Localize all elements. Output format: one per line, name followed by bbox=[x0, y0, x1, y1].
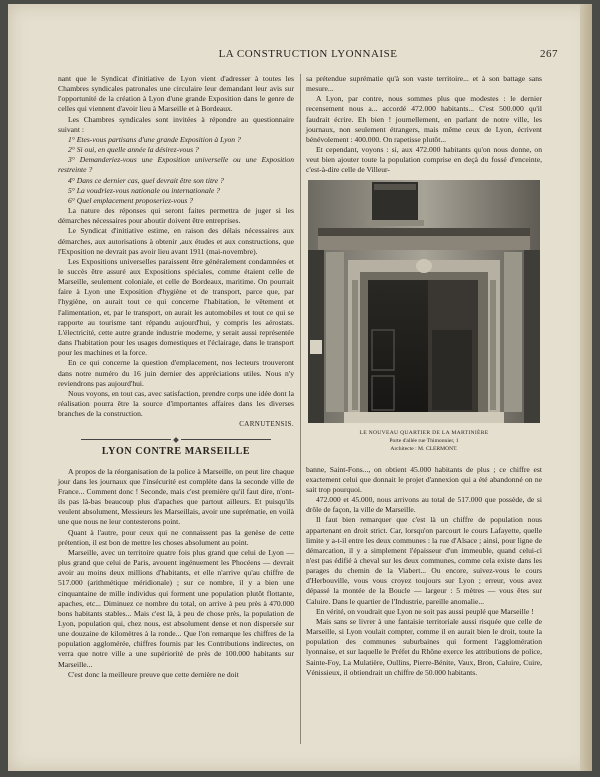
questionnaire-item: 2° Si oui, en quelle année la désirez-vous ? bbox=[68, 145, 199, 155]
section-ornament bbox=[58, 434, 294, 440]
paragraph: Le Syndicat d'initiative estime, en raison des délais nécessaires aux démarches, aux autorisations à obtenir ,aux études et aux constructions, que l'Exposition ne devrait pas avoir lieu avant 1911 (mai-novembre). bbox=[58, 226, 294, 256]
paragraph: Les Expositions universelles paraissent être généralement condamnées et le succès être assuré aux Expositions spéciales, comme étaient celle de Marseille, seulement coloniale, et celle de Bordeaux, maritime. On pourrait faire à Lyon une Exposition d'hygiène et de transport, parce que, par l'hygiène, on aurait tout ce qui concerne l'habitation, le vêtement et l'alimentation, et, par le transport, on aurait les automobiles et tout ce qui se rapporte au tourisme tant répandu aujourd'hui, y compris les aérostats. L'électricité, cette autre grande industrie moderne, y serait aussi représentée dans l'habitation pour les usages domestiques et l'éclairage, dans le transport pour les machines et la force. bbox=[58, 256, 294, 358]
paragraph: En vérité, on voudrait que Lyon ne soit pas aussi peuplé que Marseille ! bbox=[316, 606, 534, 616]
questionnaire-item: 5° La voudriez-vous nationale ou internationale ? bbox=[68, 185, 220, 195]
doorway-illustration bbox=[308, 180, 540, 423]
paragraph: Marseille, avec un territoire quatre fois plus grand que celui de Lyon — plus grand que celui de Paris, avouent ingénuement les Phocéens — devrait avoir au moins deux millions d'habitants, et elle n'arrive qu'au chiffre de 517.000 (arithmétique méridionale) ; sur ce nombre, il y a bien une cinquantaine de mille individus qui forment une population plutôt flottante, apaches, etc... Diminuez ce nombre du total, on arrive à peu près à 470.000 bons habitants stables... Mais c'est là, à peu de chose près, la population de Lyon, population qui, chez nous, est absolument dense et non dispersée sur une douzaine de kilomètres à la ronde... Que l'on remarque les chiffres de la population agglomérée, chiffres fournis par les Contributions indirectes, on verra que notre ville a une supériorité de près de 100.000 habitants sur Marseille... bbox=[58, 547, 294, 669]
paragraph: A Lyon, par contre, nous sommes plus que modestes : le dernier recensement nous a... accordé 472.000 habitants... C'est 500.000 qu'il faudrait écrire. Eh bien ! journellement, en parlant de notre ville, les journaux, non seulement étrangers, mais même ceux de Lyon, écrivent bénévolement : 400.000. On rapetisse plutôt... bbox=[306, 94, 542, 144]
questionnaire-item: 4° Dans ce dernier cas, quel devrait être son titre ? bbox=[68, 175, 224, 185]
magazine-page bbox=[8, 4, 592, 771]
page-number: 267 bbox=[540, 48, 558, 60]
caption-title: LE NOUVEAU QUARTIER DE LA MARTINIÈRE bbox=[359, 429, 489, 436]
questionnaire-item: 1° Etes-vous partisans d'une grande Exposition à Lyon ? bbox=[68, 134, 241, 144]
left-column bbox=[58, 74, 294, 680]
paragraph: Mais sans se livrer à une fantaisie territoriale aussi risquée que celle de Marseille, si Lyon voulait compter, comme il en aurait bien le droit, toute la population des communes suburbaines qui forment l'agglomération lyonnaise, et sur laquelle le Préfet du Rhône exerce les attributions de police, Sainte-Foy, La Mulatière, Oullins, Pierre-Bénite, Vaux, Bron, Caluire, Cuire, Vénissieux, il obtiendrait un chiffre de 50.000 habitants. bbox=[306, 616, 542, 677]
paragraph: sa prétendue suprématie qu'à son vaste territoire... et à son battage sans mesure... bbox=[306, 74, 542, 94]
paragraph: A propos de la réorganisation de la police à Marseille, on peut lire chaque jour dans les journaux que l'insécurité est complète dans la seconde ville de France... Comment donc ! Seconde, mais c'est première qu'il faut dire, n'ont-ils pas là-bas beaucoup plus d'apaches que partout ailleurs. Et puisqu'ils veulent absolument, Messieurs les Marseillais, avoir une suprématie, en voilà une que nous ne leur contesterons point. bbox=[58, 466, 294, 527]
paragraph: Et cependant, voyons : si, aux 472.000 habitants qu'on nous donne, on veut bien ajouter toute la population comprise en deçà du fossé d'enceinte, c'est-à-dire celle de Villeur- bbox=[306, 145, 542, 175]
paragraph: C'est donc la meilleure preuve que cette dernière ne doit bbox=[68, 669, 239, 679]
questionnaire-item: 3° Demanderiez-vous une Exposition universelle ou une Exposition restreinte ? bbox=[58, 155, 294, 175]
paragraph: Il faut bien remarquer que c'est là un chiffre de population nous appartenant en droit strict. Car, lorsqu'on parcourt le cours Lafayette, quelle limite y a-t-il entre les deux communes : la rue d'Alsace ; ainsi, pour ligne de démarcation, il y a simplement l'épaisseur d'un immeuble, quand celui-ci n'est pas édifié à cheval sur les deux communes, comme cela existe dans les parages du chemin de la Viabert... Ou encore, suivez-vous le cours d'Herbouville, vous vous croyez toujours sur Lyon ; erreur, vous avez dépassé la montée de la Boucle — largeur : 5 mètres — vous êtes sur Caluire. Dans le quartier de l'Industrie, pareille anomalie... bbox=[306, 515, 542, 606]
right-column bbox=[306, 74, 542, 678]
paragraph: banne, Saint-Fons..., on obtient 45.000 habitants de plus ; ce chiffre est exactement celui que donnait le projet d'annexion qui a été abandonné on ne sait trop pourquoi. bbox=[306, 464, 542, 494]
paragraph: En ce qui concerne la question d'emplacement, nos lecteurs trouveront dans notre numéro du 16 juin dernier des appréciations utiles. Nous n'y reviendrons pas aujourd'hui. bbox=[58, 358, 294, 388]
running-header bbox=[58, 48, 558, 62]
paragraph: Quant à l'autre, pour ceux qui ne connaissent pas la genèse de cette prétention, il est bon de mettre les choses absolument au point. bbox=[58, 527, 294, 547]
binding-edge bbox=[580, 4, 592, 771]
building-doorway-photo bbox=[308, 180, 540, 423]
photo-caption bbox=[306, 429, 542, 453]
paragraph: Nous voyons, en tout cas, avec satisfaction, prendre corps une idée dont la réalisation pourra être la source d'importantes affaires dans les diverses branches de la construction. bbox=[58, 388, 294, 419]
caption-architect: Architecte : M. CLERMONT. bbox=[390, 445, 458, 452]
paragraph: nant que le Syndicat d'initiative de Lyon vient d'adresser à toutes les Chambres syndicales patronales une circulaire leur demandant leur avis sur l'opportunité de la création à Lyon d'une grande Exposition dans le genre de celles qui viennent d'avoir lieu à Marseille et à Bordeaux. bbox=[58, 74, 294, 114]
caption-subtitle: Porte d'allée rue Thimonnier, 1 bbox=[389, 437, 459, 444]
paragraph: Les Chambres syndicales sont invitées à répondre au questionnaire suivant : bbox=[58, 114, 294, 134]
paragraph: 472.000 et 45.000, nous arrivons au total de 517.000 que possède, de si drôle de façon, la ville de Marseille. bbox=[306, 495, 542, 515]
journal-title: LA CONSTRUCTION LYONNAISE bbox=[218, 48, 398, 60]
paragraph: La nature des réponses qui seront faites permettra de juger si les démarches nécessaires pour aboutir doivent être entreprises. bbox=[58, 206, 294, 226]
column-divider bbox=[300, 74, 301, 744]
questionnaire-item: 6° Quel emplacement proposeriez-vous ? bbox=[68, 195, 194, 205]
article-title: LYON CONTRE MARSEILLE bbox=[101, 446, 251, 458]
author-signature: CARNUTENSIS. bbox=[239, 420, 294, 429]
